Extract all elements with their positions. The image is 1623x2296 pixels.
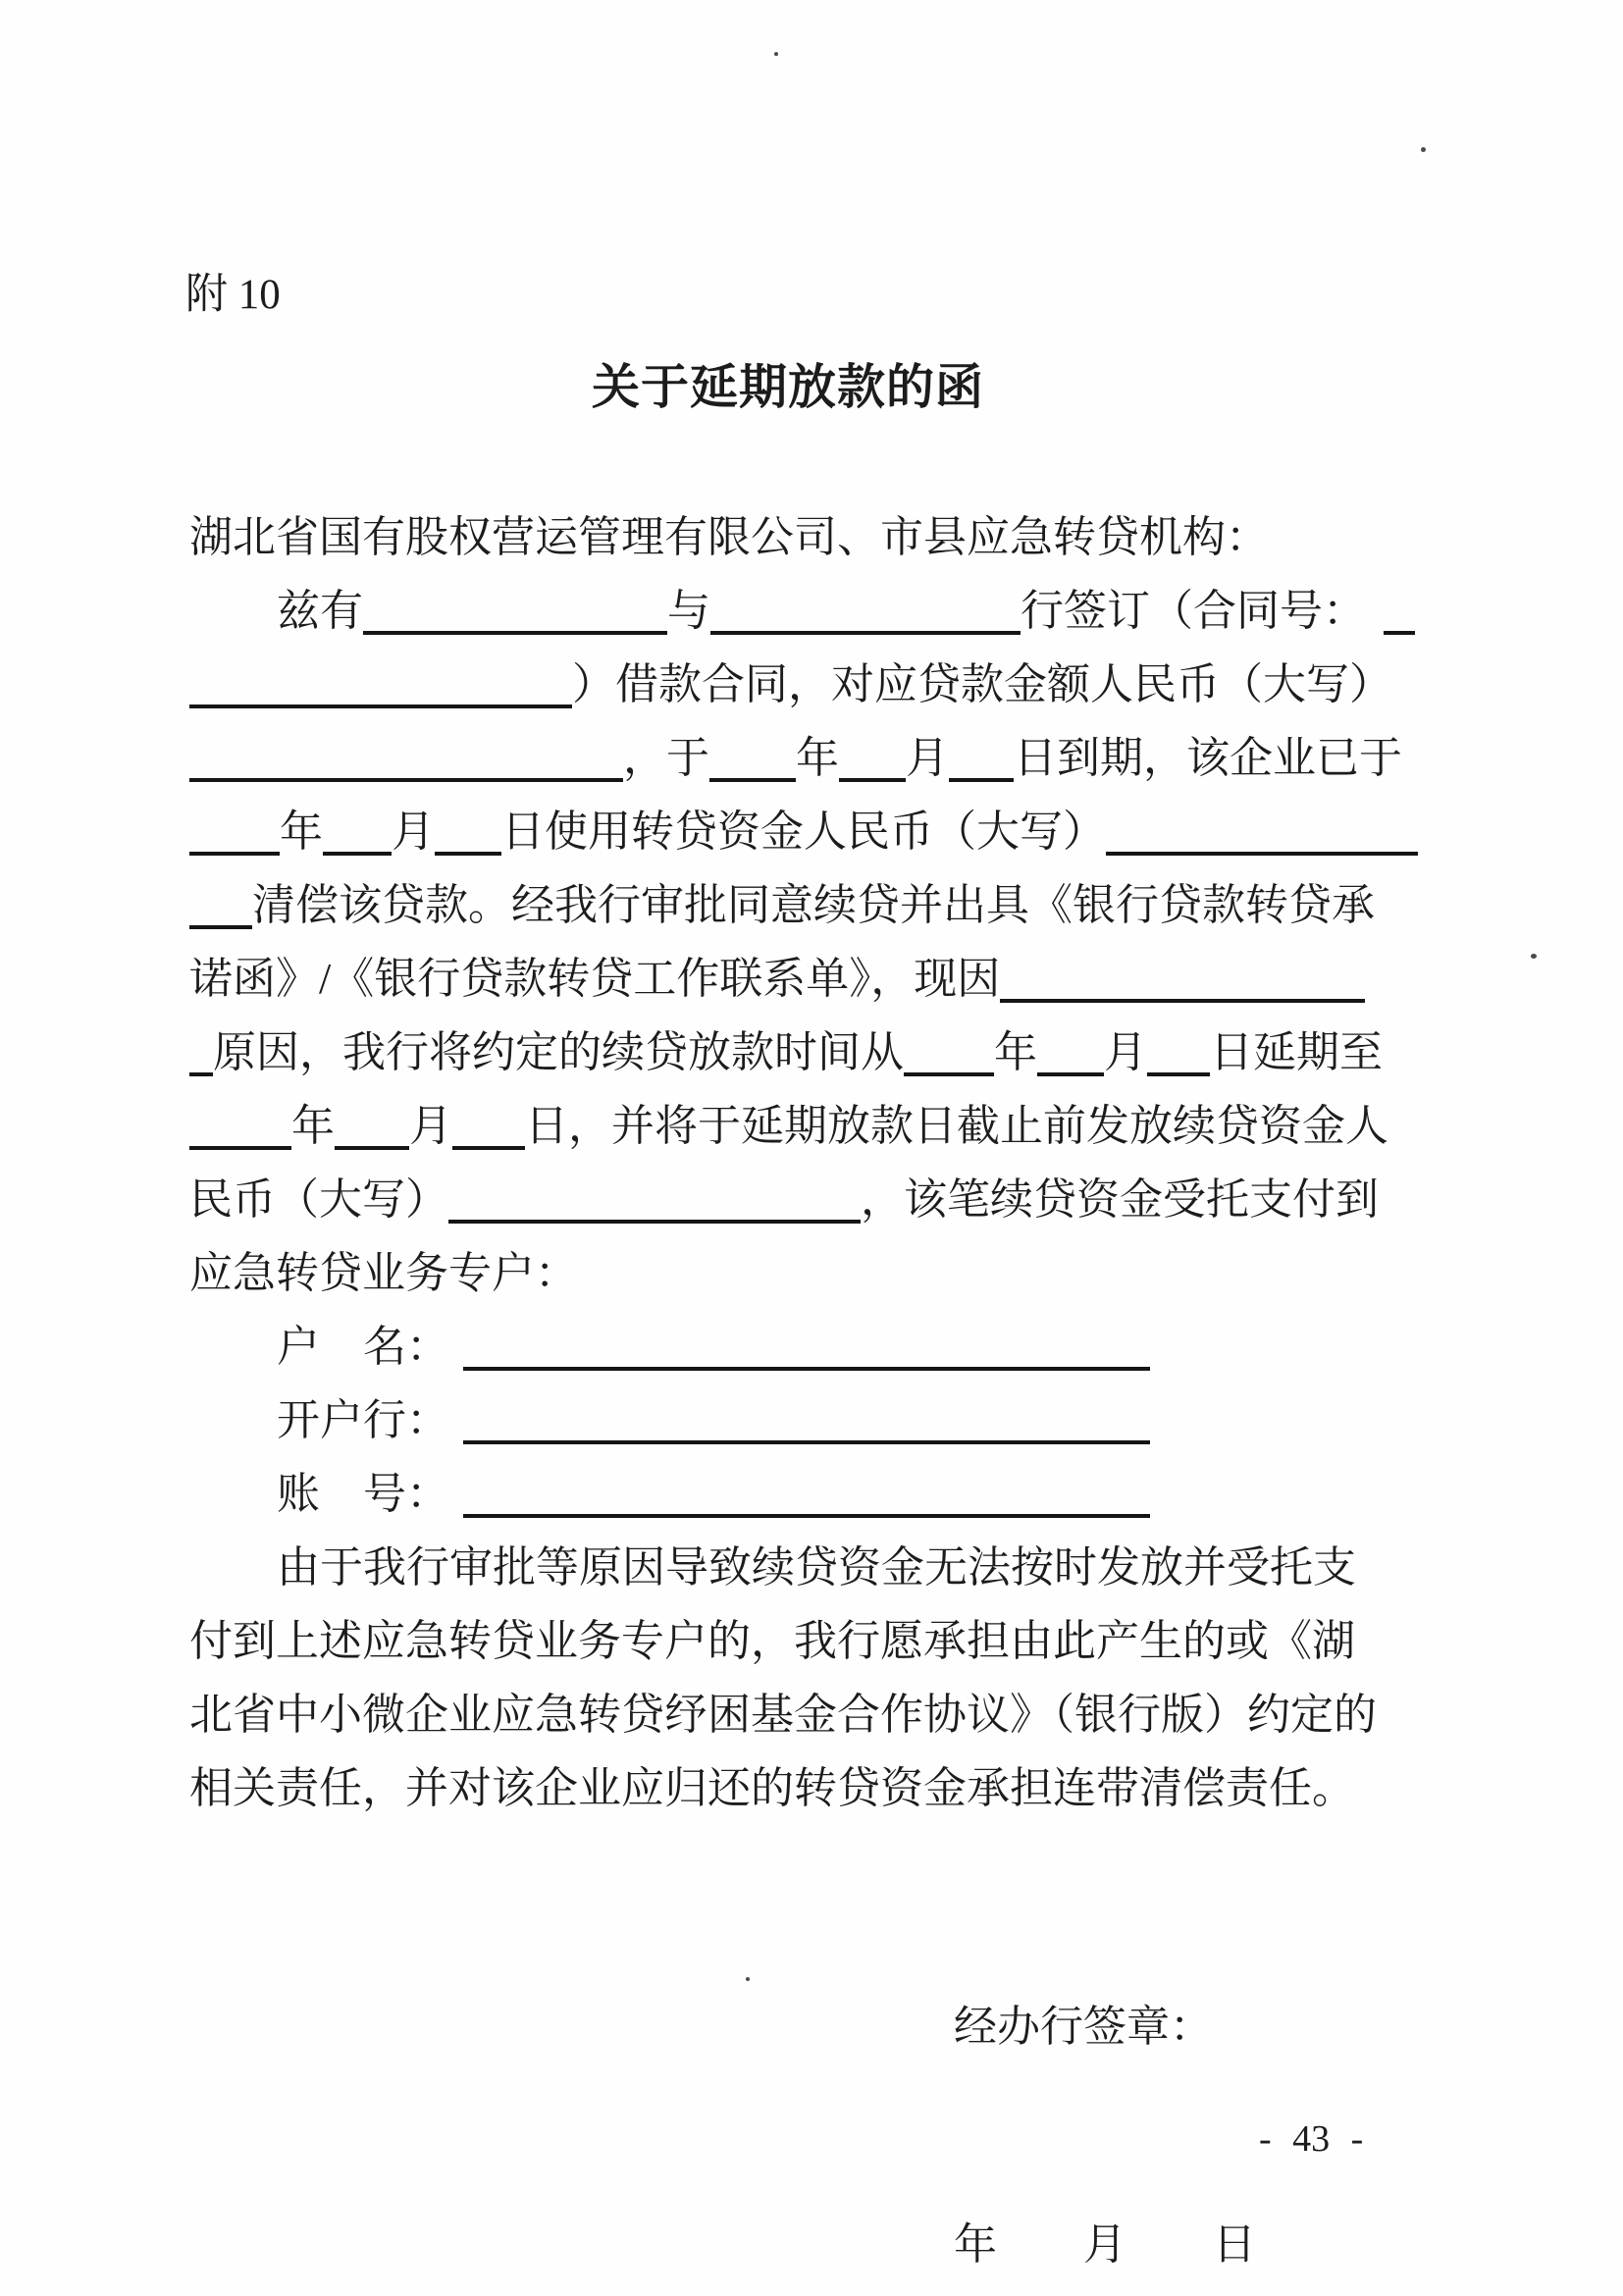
- spacer: [449, 1498, 463, 1508]
- blank-field: [452, 1113, 525, 1150]
- text-run: 户 名：: [277, 1323, 449, 1371]
- body-line-17: [189, 1678, 1465, 1751]
- text-run: ）借款合同，对应贷款金额人民币（大写）: [572, 660, 1392, 708]
- page-number: - 43 -: [1259, 2118, 1364, 2160]
- blank-field: [189, 1039, 213, 1076]
- blank-field: [710, 598, 1021, 635]
- text-run: 日，并将于延期放款日截止前发放续贷资金人: [525, 1102, 1388, 1150]
- signature-label: 经办行签章：: [954, 2003, 1213, 2051]
- text-run: 应急转贷业务专户：: [189, 1249, 578, 1297]
- text-run: 兹有: [277, 587, 363, 635]
- blank-field: [363, 598, 667, 635]
- document-title: 关于延期放款的函: [592, 360, 985, 414]
- text-run: 日到期，该企业已于: [1014, 734, 1402, 782]
- body-line-7: [189, 942, 1465, 1016]
- body-line-6: [189, 868, 1465, 942]
- text-run: 行签订（合同号：: [1021, 587, 1366, 635]
- body-line-12: [189, 1310, 1552, 1383]
- text-run: 诺函》/《银行贷款转贷工作联系单》，现因: [189, 955, 1001, 1003]
- blank-field: [189, 671, 572, 708]
- blank-field: [463, 1407, 1150, 1444]
- text-run: 账 号：: [277, 1470, 449, 1518]
- body-line-8: [189, 1016, 1465, 1089]
- text-run: 清偿该贷款。经我行审批同意续贷并出具《银行贷款转贷承: [252, 881, 1375, 929]
- text-run: 湖北省国有股权营运管理有限公司、市县应急转贷机构：: [189, 513, 1269, 561]
- text-run: 年: [994, 1028, 1037, 1076]
- blank-field: [904, 1039, 994, 1076]
- blank-field: [1384, 598, 1415, 635]
- spacer: [1366, 615, 1384, 625]
- text-run: 年: [291, 1102, 335, 1150]
- text-run: 由于我行审批等原因导致续贷资金无法按时发放并受托支: [277, 1543, 1356, 1592]
- blank-field: [335, 1113, 409, 1150]
- body-line-3: [189, 648, 1465, 721]
- text-run: 民币（大写）: [189, 1175, 448, 1224]
- text-run: 月: [392, 808, 435, 856]
- text-run: 月: [1104, 1028, 1147, 1076]
- signature-date-line: 年 月 日: [954, 2220, 1256, 2269]
- blank-field: [1000, 965, 1365, 1003]
- blank-field: [1037, 1039, 1104, 1076]
- body-line-5: [189, 795, 1465, 868]
- blank-field: [839, 745, 906, 782]
- spacer: [449, 1425, 463, 1435]
- spacer: [449, 1351, 463, 1361]
- text-run: 月: [409, 1102, 452, 1150]
- scan-speck: [746, 1977, 750, 1981]
- text-run: 月: [906, 734, 949, 782]
- text-run: 日使用转贷资金人民币（大写）: [501, 808, 1106, 856]
- signature-block: [954, 1846, 1256, 2296]
- text-run: 相关责任，并对该企业应归还的转贷资金承担连带清偿责任。: [189, 1764, 1355, 1812]
- blank-field: [949, 745, 1014, 782]
- body-line-16: [189, 1604, 1465, 1678]
- blank-field: [189, 1113, 291, 1150]
- text-run: 开户行：: [277, 1396, 449, 1444]
- body-line-2: [189, 574, 1552, 648]
- blank-field: [189, 892, 252, 929]
- body-line-1: [189, 500, 1465, 574]
- blank-field: [189, 745, 623, 782]
- blank-field: [463, 1333, 1150, 1371]
- body-line-9: [189, 1089, 1465, 1163]
- text-run: 原因，我行将约定的续贷放款时间从: [213, 1028, 904, 1076]
- text-run: ，该笔续贷资金受托支付到: [861, 1175, 1379, 1224]
- blank-field: [709, 745, 796, 782]
- text-run: 与: [667, 587, 710, 635]
- body-line-13: [189, 1383, 1552, 1457]
- body-line-11: [189, 1236, 1465, 1310]
- body-line-14: [189, 1457, 1552, 1531]
- blank-field: [189, 818, 280, 856]
- text-run: 付到上述应急转贷业务专户的，我行愿承担由此产生的或《湖: [189, 1617, 1355, 1665]
- blank-field: [323, 818, 392, 856]
- text-run: 年: [280, 808, 323, 856]
- blank-field: [1106, 818, 1418, 856]
- blank-field: [448, 1186, 861, 1224]
- text-run: 年: [796, 734, 839, 782]
- blank-field: [463, 1481, 1150, 1518]
- text-run: 日延期至: [1210, 1028, 1383, 1076]
- attachment-label: 附 10: [185, 272, 281, 318]
- scan-speck: [1531, 954, 1537, 959]
- scan-speck: [774, 52, 778, 56]
- body-line-4: [189, 721, 1465, 795]
- blank-field: [1147, 1039, 1210, 1076]
- body-line-15: [189, 1531, 1552, 1604]
- body-line-10: [189, 1163, 1465, 1236]
- body-line-18: [189, 1751, 1465, 1825]
- scan-speck: [1421, 147, 1426, 152]
- blank-field: [435, 818, 501, 856]
- text-run: 北省中小微企业应急转贷纾困基金合作协议》（银行版）约定的: [189, 1691, 1377, 1739]
- text-run: ，于: [623, 734, 709, 782]
